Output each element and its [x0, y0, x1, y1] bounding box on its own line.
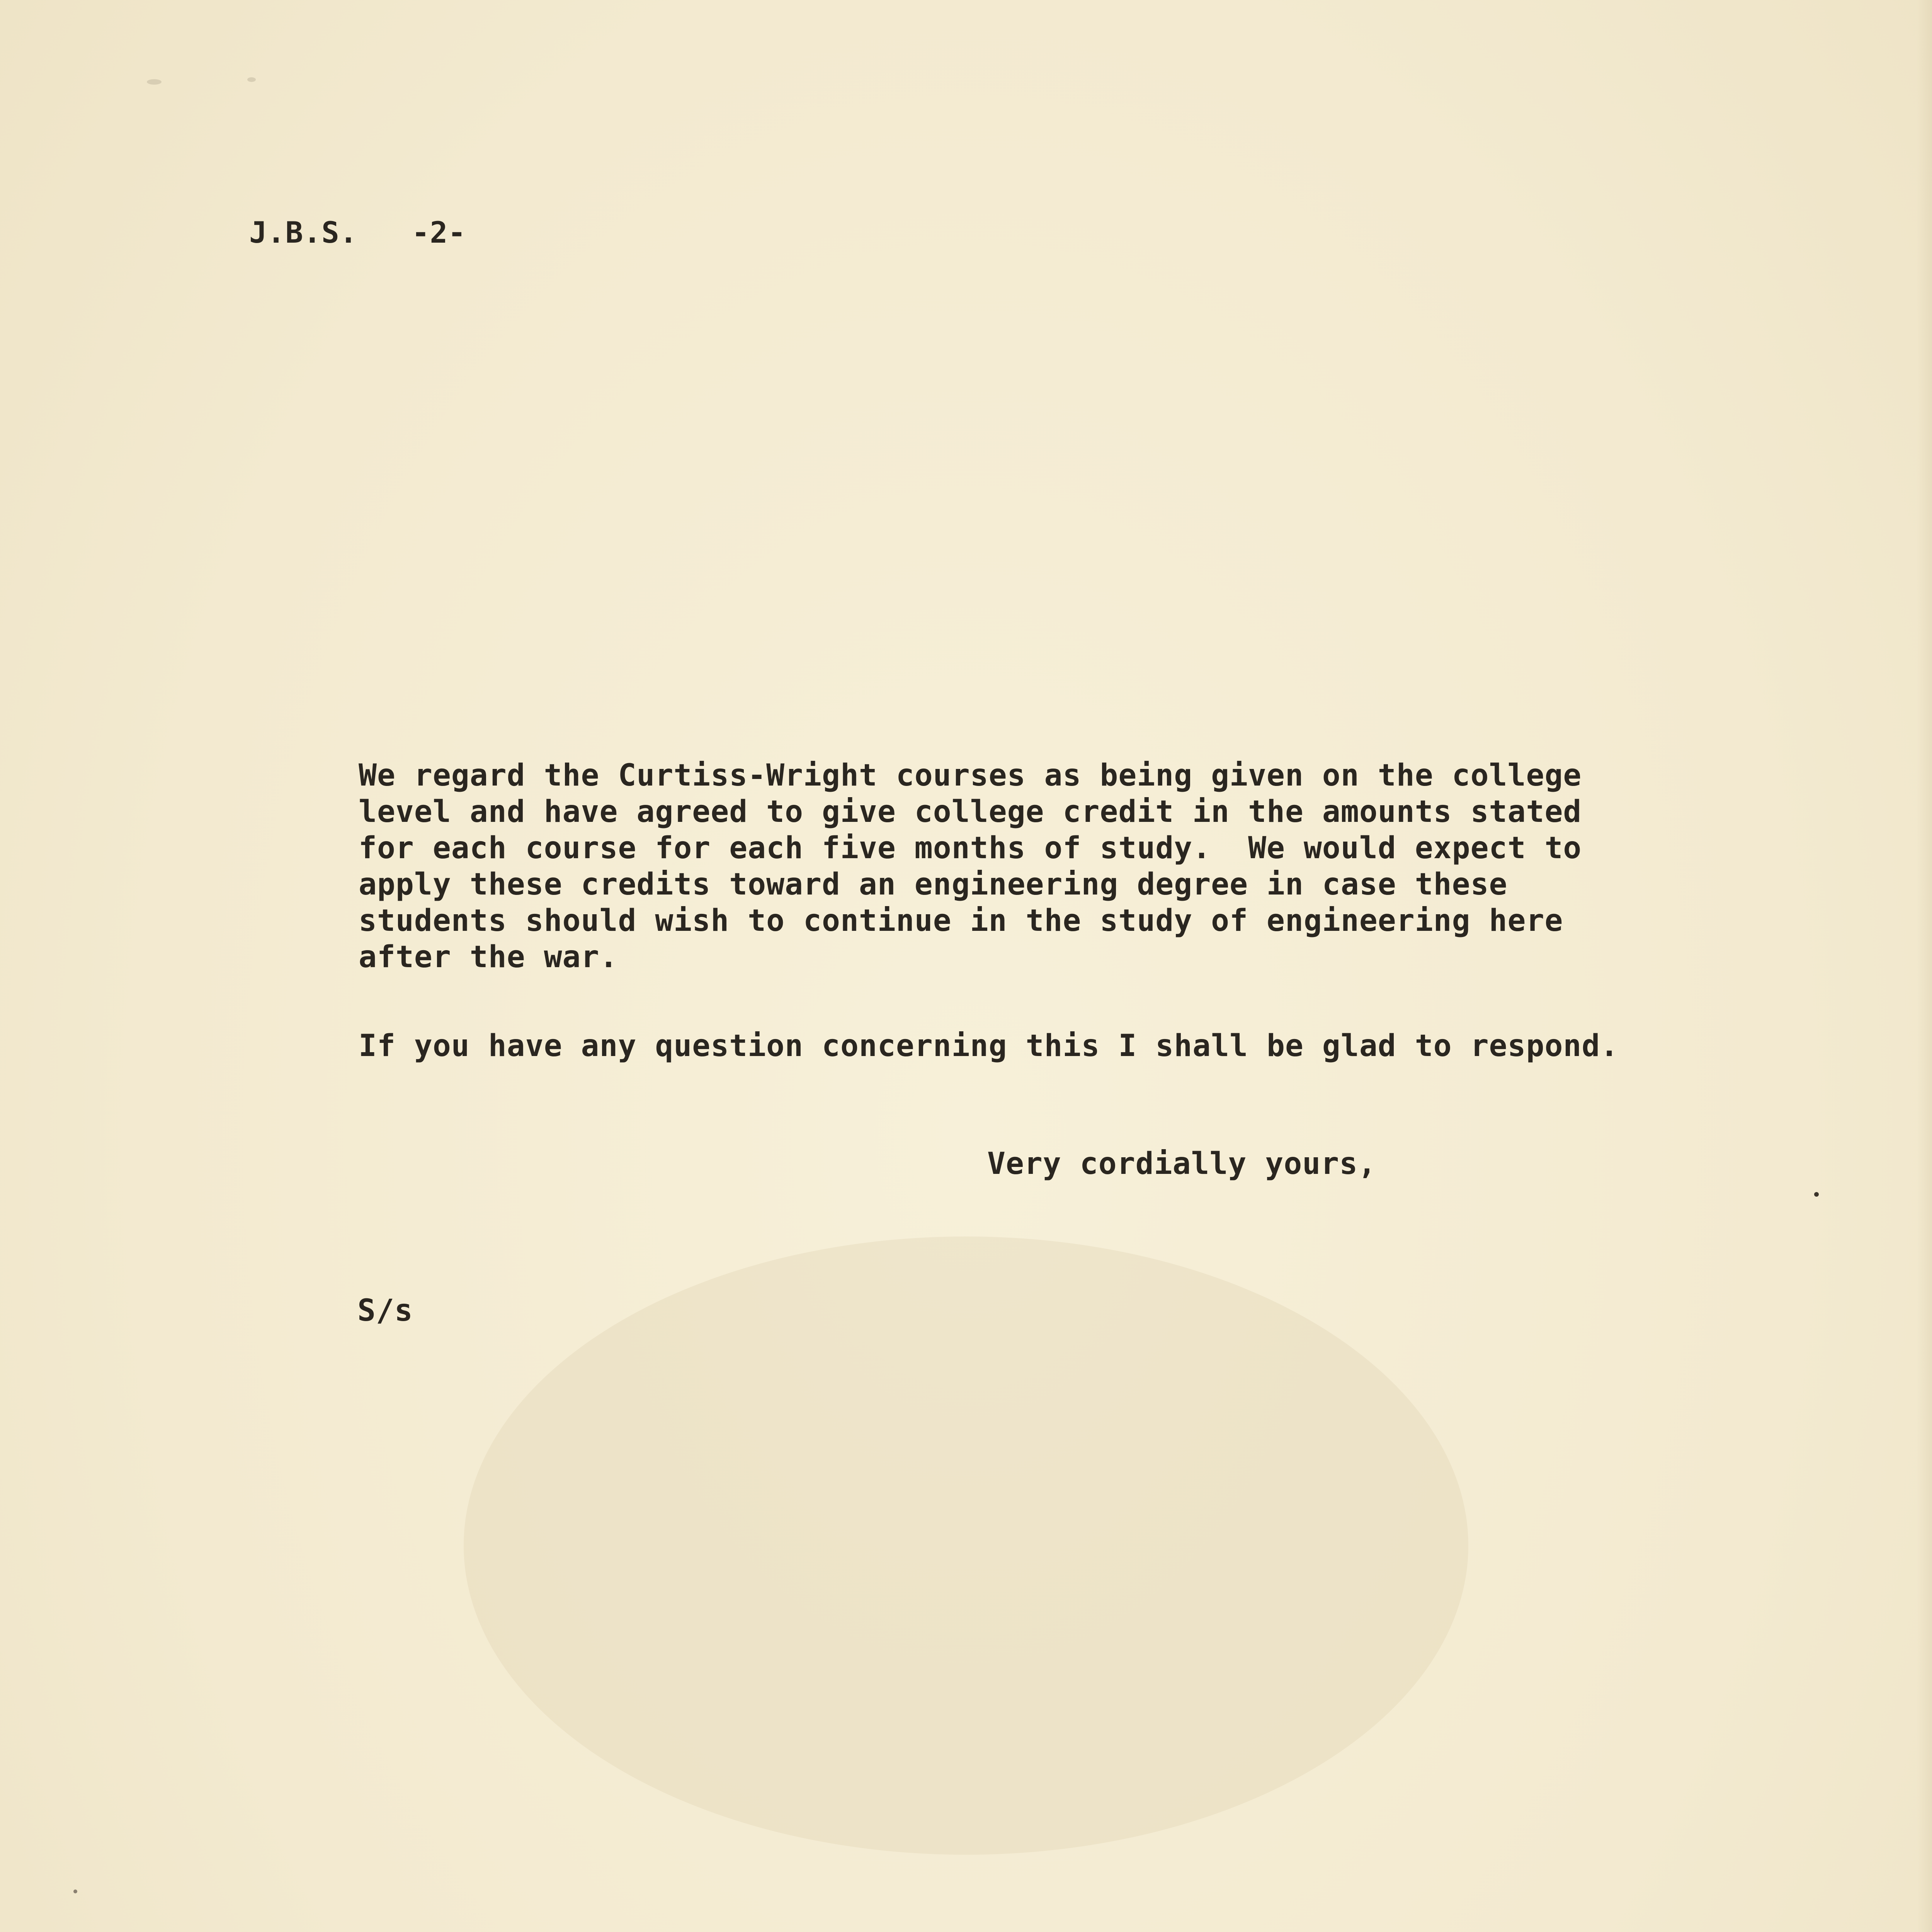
body-line: students should wish to continue in the study of engineering here	[359, 903, 1563, 938]
body-line: apply these credits toward an engineering degree in case these	[359, 867, 1508, 902]
paper-edge-shadow	[1917, 0, 1932, 1932]
paper-speck	[73, 1889, 77, 1893]
question-line: If you have any question concerning this I shall be glad to respond.	[359, 1029, 1619, 1063]
paper-speck	[1814, 1192, 1819, 1197]
body-line: We regard the Curtiss-Wright courses as being given on the college	[359, 758, 1582, 793]
closing-salutation: Very cordially yours,	[987, 1146, 1377, 1181]
typist-initials: S/s	[357, 1293, 413, 1328]
paper-speck	[147, 79, 162, 85]
paper-speck	[247, 77, 256, 82]
body-line: after the war.	[359, 940, 618, 975]
body-line: for each course for each five months of study. We would expect to	[359, 831, 1582, 866]
body-line: level and have agreed to give college credit in the amounts stated	[359, 794, 1582, 829]
page-header: J.B.S. -2-	[249, 215, 466, 250]
body-paragraph	[359, 757, 1582, 975]
paper-stain	[464, 1236, 1468, 1855]
